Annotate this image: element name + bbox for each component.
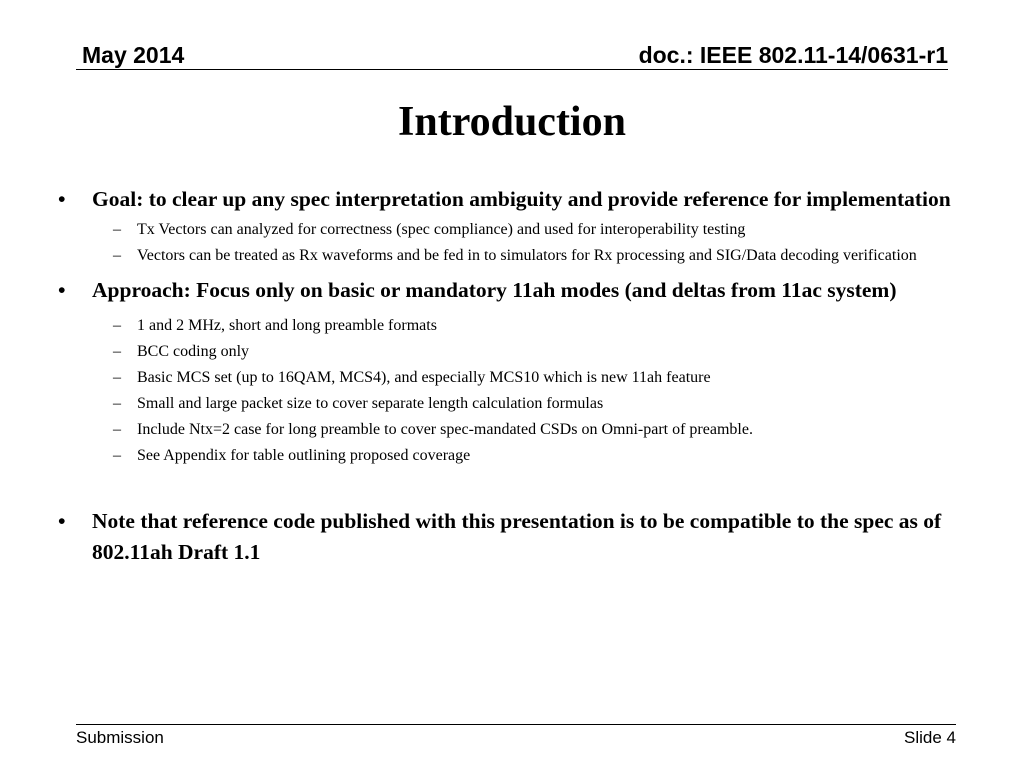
sub-bullet-text: 1 and 2 MHz, short and long preamble formats [137,317,437,334]
sub-bullet-marker: – [113,421,121,438]
bullet-text: Note that reference code published with this presentation is to be compatible to the spec as of 802.11ah Draft 1.1 [92,509,942,564]
bullet-note [0,506,1024,568]
slide-content [0,184,1024,568]
header-date: May 2014 [82,42,185,68]
sub-bullet [0,218,1024,241]
sub-bullet-text: See Appendix for table outlining proposed coverage [137,447,471,464]
bullet-marker: • [58,187,66,211]
sub-bullet [0,340,1024,363]
sub-bullet-text: Small and large packet size to cover separate length calculation formulas [137,395,604,412]
footer-submission: Submission [76,728,164,747]
bullet-approach [0,275,1024,306]
sub-bullet [0,392,1024,415]
bullet-text: Approach: Focus only on basic or mandatory 11ah modes (and deltas from 11ac system) [92,278,897,302]
bullet-marker: • [58,509,66,533]
sub-bullet-marker: – [113,369,121,386]
header-doc-id: doc.: IEEE 802.11-14/0631-r1 [638,42,948,68]
sub-bullet-marker: – [113,221,121,238]
sub-bullet [0,444,1024,467]
footer-slide-number: Slide 4 [904,728,956,747]
sub-bullet [0,314,1024,337]
sub-bullet-text: Include Ntx=2 case for long preamble to cover spec-mandated CSDs on Omni-part of preamble. [137,421,753,438]
slide-title: Introduction [398,99,626,145]
sub-bullet-text: Vectors can be treated as Rx waveforms and be fed in to simulators for Rx processing and SIG/Data decoding verification [137,247,917,264]
sub-list-approach [0,314,1024,467]
footer-divider [76,724,956,725]
sub-bullet-text: BCC coding only [137,343,250,360]
bullet-goal [0,184,1024,215]
sub-bullet [0,418,1024,441]
sub-bullet-text: Basic MCS set (up to 16QAM, MCS4), and especially MCS10 which is new 11ah feature [137,369,711,386]
bullet-marker: • [58,278,66,302]
bullet-text: Goal: to clear up any spec interpretation ambiguity and provide reference for implementation [92,187,951,211]
sub-bullet-marker: – [113,343,121,360]
sub-bullet-text: Tx Vectors can analyzed for correctness (spec compliance) and used for interoperability testing [137,221,746,238]
sub-bullet-marker: – [113,317,121,334]
sub-bullet-marker: – [113,447,121,464]
header-divider [76,69,948,70]
sub-bullet [0,366,1024,389]
sub-bullet-marker: – [113,395,121,412]
sub-list-goal [0,218,1024,267]
sub-bullet [0,244,1024,267]
sub-bullet-marker: – [113,247,121,264]
